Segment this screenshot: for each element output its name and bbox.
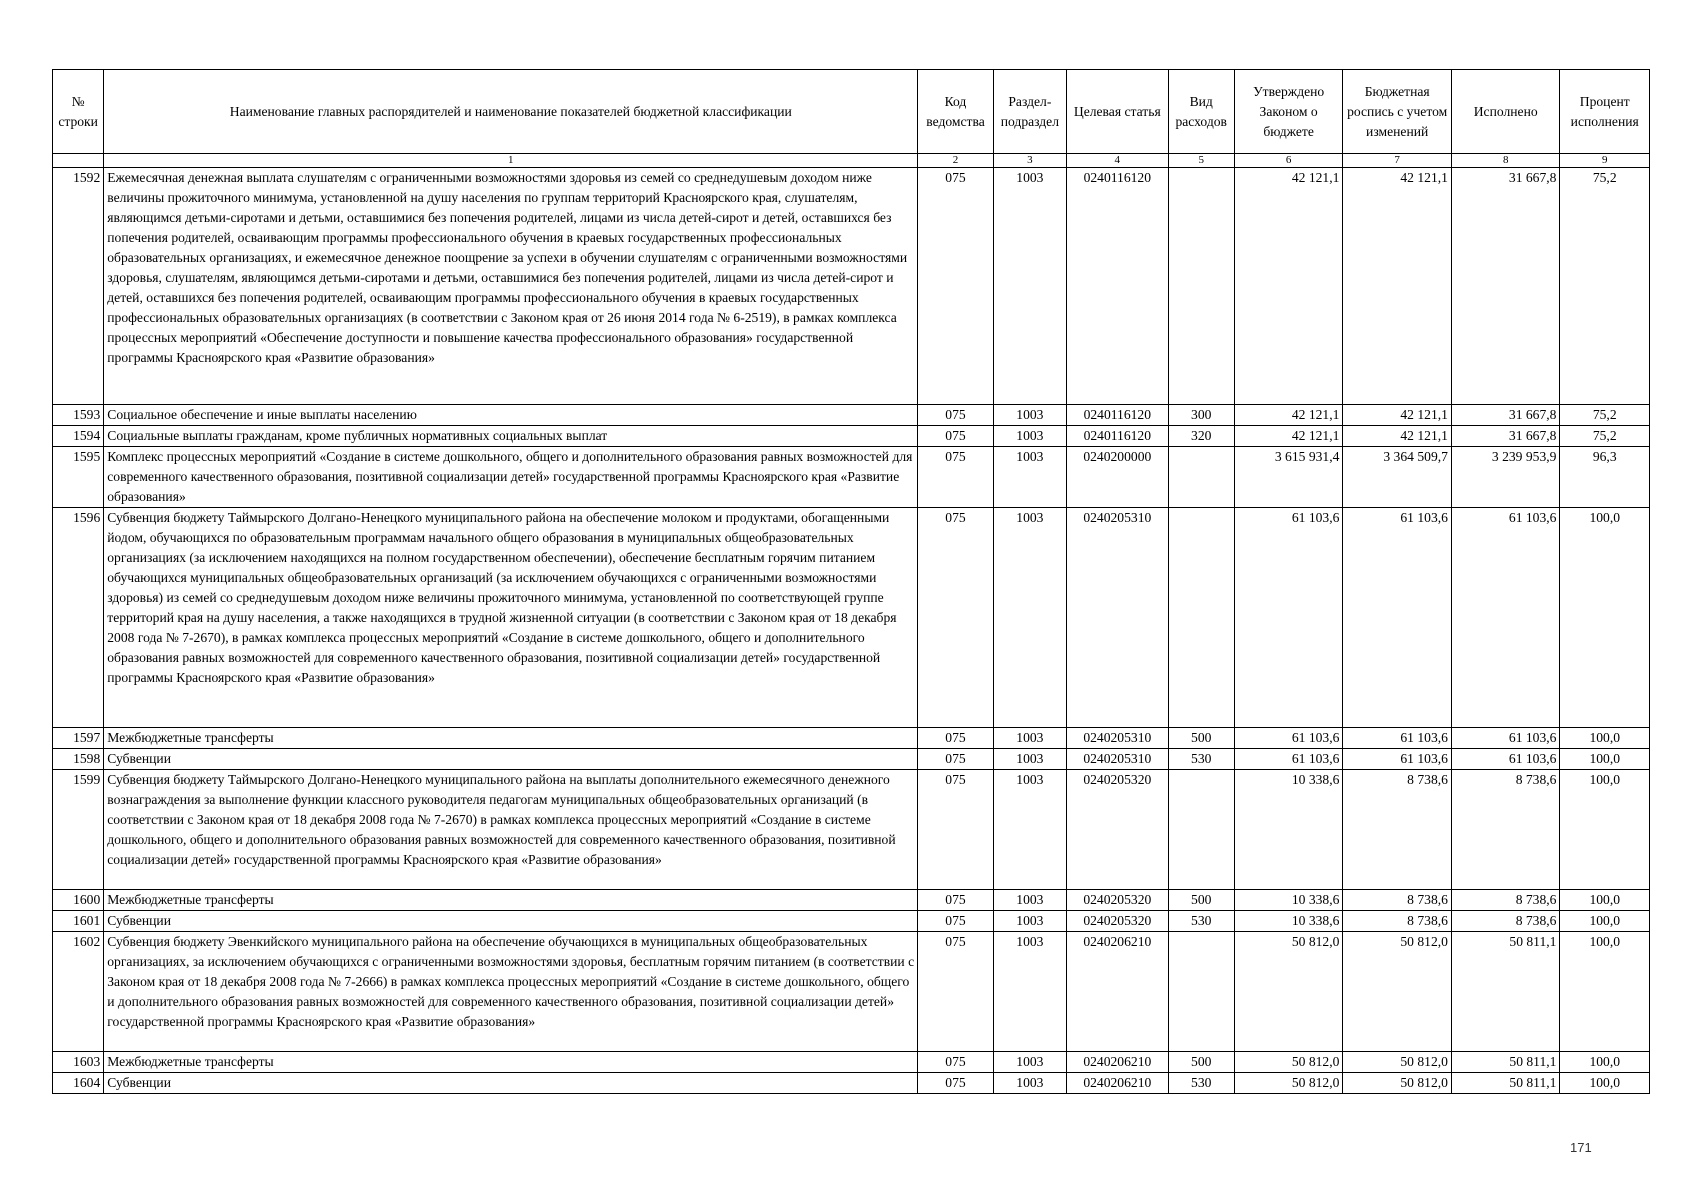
target-article-cell: 0240206210: [1067, 1073, 1169, 1094]
section-cell: 1003: [993, 447, 1066, 508]
expense-type-cell: 500: [1168, 728, 1234, 749]
execution-percent-cell: 100,0: [1560, 749, 1650, 770]
row-number-cell: 1593: [53, 405, 104, 426]
target-article-cell: 0240200000: [1067, 447, 1169, 508]
indicator-name-cell: Субвенция бюджету Таймырского Долгано-Ненецкого муниципального района на выплаты дополнительного ежемесячного денежного вознаграждения за выполнение функции классного руководителя педагогам муниципальных общеобразовательных организаций (в соответствии с Законом края от 18 декабря 2008 года № 7-2670) в рамках комплекса процессных мероприятий «Создание в системе дошкольного, общего и дополнительного образования равных возможностей для современного качественного образования, позитивной социализации детей» государственной программы Красноярского края «Развитие образования»: [104, 770, 918, 890]
target-article-cell: 0240205320: [1067, 911, 1169, 932]
budget-schedule-cell: 50 812,0: [1343, 1073, 1452, 1094]
table-row: [53, 890, 1650, 911]
executed-amount-cell: 8 738,6: [1451, 890, 1560, 911]
indicator-name-cell: Межбюджетные трансферты: [104, 728, 918, 749]
expense-type-cell: 300: [1168, 405, 1234, 426]
target-article-cell: 0240206210: [1067, 932, 1169, 1052]
row-number-cell: 1599: [53, 770, 104, 890]
executed-amount-cell: 8 738,6: [1451, 911, 1560, 932]
budget-schedule-cell: 8 738,6: [1343, 770, 1452, 890]
department-code-cell: 075: [918, 405, 993, 426]
row-number-cell: 1595: [53, 447, 104, 508]
executed-amount-cell: 50 811,1: [1451, 1073, 1560, 1094]
execution-percent-cell: 75,2: [1560, 405, 1650, 426]
section-cell: 1003: [993, 168, 1066, 405]
expense-type-cell: [1168, 447, 1234, 508]
column-number: 6: [1234, 154, 1343, 168]
table-row: [53, 1073, 1650, 1094]
column-number: 2: [918, 154, 993, 168]
approved-amount-cell: 61 103,6: [1234, 749, 1343, 770]
expense-type-cell: 500: [1168, 1052, 1234, 1073]
header-target-article: Целевая статья: [1067, 70, 1169, 154]
column-number: 8: [1451, 154, 1560, 168]
department-code-cell: 075: [918, 890, 993, 911]
page-number: 171: [1570, 1140, 1592, 1155]
expense-type-cell: [1168, 932, 1234, 1052]
column-number-blank: [53, 154, 104, 168]
department-code-cell: 075: [918, 168, 993, 405]
indicator-name-cell: Субвенция бюджету Таймырского Долгано-Ненецкого муниципального района на обеспечение молоком и продуктами, обогащенными йодом, обучающихся по образовательным программам начального общего образования в муниципальных общеобразовательных организациях (за исключением находящихся на полном государственном обеспечении), обеспечение бесплатным горячим питанием обучающихся муниципальных общеобразовательных организаций (за исключением обучающихся с ограниченными возможностями здоровья) из семей со среднедушевым доходом ниже величины прожиточного минимума, установленной по соответствующей группе территорий края на душу населения, а также находящихся в трудной жизненной ситуации (в соответствии с Законом края от 18 декабря 2008 года № 7-2670), в рамках комплекса процессных мероприятий «Создание в системе дошкольного, общего и дополнительного образования равных возможностей для современного качественного образования, позитивной социализации детей» государственной программы Красноярского края «Развитие образования»: [104, 508, 918, 728]
executed-amount-cell: 3 239 953,9: [1451, 447, 1560, 508]
approved-amount-cell: 42 121,1: [1234, 426, 1343, 447]
approved-amount-cell: 42 121,1: [1234, 405, 1343, 426]
target-article-cell: 0240205320: [1067, 890, 1169, 911]
execution-percent-cell: 75,2: [1560, 168, 1650, 405]
target-article-cell: 0240116120: [1067, 168, 1169, 405]
table-row: [53, 168, 1650, 405]
budget-schedule-cell: 8 738,6: [1343, 911, 1452, 932]
budget-schedule-cell: 61 103,6: [1343, 749, 1452, 770]
expense-type-cell: [1168, 168, 1234, 405]
row-number-cell: 1602: [53, 932, 104, 1052]
expense-type-cell: 530: [1168, 1073, 1234, 1094]
department-code-cell: 075: [918, 1073, 993, 1094]
department-code-cell: 075: [918, 508, 993, 728]
target-article-cell: 0240205310: [1067, 728, 1169, 749]
executed-amount-cell: 61 103,6: [1451, 749, 1560, 770]
execution-percent-cell: 100,0: [1560, 1073, 1650, 1094]
indicator-name-cell: Межбюджетные трансферты: [104, 890, 918, 911]
indicator-name-cell: Социальное обеспечение и иные выплаты населению: [104, 405, 918, 426]
department-code-cell: 075: [918, 426, 993, 447]
approved-amount-cell: 50 812,0: [1234, 932, 1343, 1052]
approved-amount-cell: 3 615 931,4: [1234, 447, 1343, 508]
row-number-cell: 1604: [53, 1073, 104, 1094]
section-cell: 1003: [993, 1073, 1066, 1094]
approved-amount-cell: 10 338,6: [1234, 911, 1343, 932]
executed-amount-cell: 61 103,6: [1451, 508, 1560, 728]
indicator-name-cell: Субвенции: [104, 1073, 918, 1094]
executed-amount-cell: 50 811,1: [1451, 1052, 1560, 1073]
budget-schedule-cell: 42 121,1: [1343, 405, 1452, 426]
row-number-cell: 1598: [53, 749, 104, 770]
header-department-code: Код ведомства: [918, 70, 993, 154]
budget-schedule-cell: 50 812,0: [1343, 1052, 1452, 1073]
header-name: Наименование главных распорядителей и наименование показателей бюджетной классификации: [104, 70, 918, 154]
department-code-cell: 075: [918, 447, 993, 508]
target-article-cell: 0240205310: [1067, 508, 1169, 728]
budget-schedule-cell: 42 121,1: [1343, 426, 1452, 447]
section-cell: 1003: [993, 728, 1066, 749]
section-cell: 1003: [993, 1052, 1066, 1073]
column-number: 7: [1343, 154, 1452, 168]
header-budget-schedule: Бюджетная роспись с учетом изменений: [1343, 70, 1452, 154]
column-number: 5: [1168, 154, 1234, 168]
header-percent: Процент исполнения: [1560, 70, 1650, 154]
table-row: [53, 932, 1650, 1052]
table-row: [53, 749, 1650, 770]
table-row: [53, 405, 1650, 426]
expense-type-cell: 500: [1168, 890, 1234, 911]
indicator-name-cell: Субвенции: [104, 911, 918, 932]
budget-schedule-cell: 61 103,6: [1343, 728, 1452, 749]
indicator-name-cell: Ежемесячная денежная выплата слушателям с ограниченными возможностями здоровья из семей со среднедушевым доходом ниже величины прожиточного минимума, установленной на душу населения по группам территорий Красноярского края, слушателям, являющимся детьми-сиротами и детьми, оставшимися без попечения родителей, лицами из числа детей-сирот и детей, оставшихся без попечения родителей, осваивающим программы профессионального обучения в краевых государственных профессиональных образовательных организациях, и ежемесячное денежное поощрение за успехи в обучении слушателям с ограниченными возможностями здоровья, слушателям, являющимся детьми-сиротами и детьми, оставшимися без попечения родителей, лицами из числа детей-сирот и детей, оставшихся без попечения родителей, осваивающим программы профессионального обучения в краевых государственных профессиональных образовательных организациях (в соответствии с Законом края от 26 июня 2014 года № 6-2519), в рамках комплекса процессных мероприятий «Обеспечение доступности и повышение качества профессионального образования» государственной программы Красноярского края «Развитие образования»: [104, 168, 918, 405]
budget-schedule-cell: 42 121,1: [1343, 168, 1452, 405]
row-number-cell: 1594: [53, 426, 104, 447]
department-code-cell: 075: [918, 911, 993, 932]
column-number: 3: [993, 154, 1066, 168]
department-code-cell: 075: [918, 749, 993, 770]
indicator-name-cell: Межбюджетные трансферты: [104, 1052, 918, 1073]
header-expense-type: Вид расходов: [1168, 70, 1234, 154]
section-cell: 1003: [993, 749, 1066, 770]
approved-amount-cell: 50 812,0: [1234, 1052, 1343, 1073]
section-cell: 1003: [993, 426, 1066, 447]
section-cell: 1003: [993, 405, 1066, 426]
table-row: [53, 426, 1650, 447]
execution-percent-cell: 96,3: [1560, 447, 1650, 508]
executed-amount-cell: 31 667,8: [1451, 405, 1560, 426]
indicator-name-cell: Субвенции: [104, 749, 918, 770]
column-number: 1: [104, 154, 918, 168]
section-cell: 1003: [993, 890, 1066, 911]
execution-percent-cell: 100,0: [1560, 728, 1650, 749]
header-section: Раздел-подраздел: [993, 70, 1066, 154]
budget-schedule-cell: 8 738,6: [1343, 890, 1452, 911]
approved-amount-cell: 50 812,0: [1234, 1073, 1343, 1094]
department-code-cell: 075: [918, 932, 993, 1052]
execution-percent-cell: 100,0: [1560, 770, 1650, 890]
execution-percent-cell: 100,0: [1560, 1052, 1650, 1073]
executed-amount-cell: 31 667,8: [1451, 168, 1560, 405]
execution-percent-cell: 100,0: [1560, 911, 1650, 932]
row-number-cell: 1603: [53, 1052, 104, 1073]
table-row: [53, 1052, 1650, 1073]
table-row: [53, 911, 1650, 932]
row-number-cell: 1597: [53, 728, 104, 749]
approved-amount-cell: 61 103,6: [1234, 728, 1343, 749]
section-cell: 1003: [993, 911, 1066, 932]
budget-schedule-cell: 3 364 509,7: [1343, 447, 1452, 508]
header-row: [53, 70, 1650, 154]
target-article-cell: 0240206210: [1067, 1052, 1169, 1073]
header-approved: Утверждено Законом о бюджете: [1234, 70, 1343, 154]
indicator-name-cell: Социальные выплаты гражданам, кроме публичных нормативных социальных выплат: [104, 426, 918, 447]
column-number: 9: [1560, 154, 1650, 168]
header-executed: Исполнено: [1451, 70, 1560, 154]
expense-type-cell: [1168, 770, 1234, 890]
department-code-cell: 075: [918, 770, 993, 890]
table-row: [53, 447, 1650, 508]
execution-percent-cell: 100,0: [1560, 508, 1650, 728]
section-cell: 1003: [993, 770, 1066, 890]
approved-amount-cell: 61 103,6: [1234, 508, 1343, 728]
approved-amount-cell: 10 338,6: [1234, 770, 1343, 890]
column-numbering-row: [53, 154, 1650, 168]
row-number-cell: 1596: [53, 508, 104, 728]
row-number-cell: 1592: [53, 168, 104, 405]
indicator-name-cell: Субвенция бюджету Эвенкийского муниципального района на обеспечение обучающихся в муниципальных общеобразовательных организациях, за исключением обучающихся с ограниченными возможностями здоровья, бесплатным горячим питанием (в соответствии с Законом края от 18 декабря 2008 года № 7-2666) в рамках комплекса процессных мероприятий «Создание в системе дошкольного, общего и дополнительного образования равных возможностей для современного качественного образования, позитивной социализации детей» государственной программы Красноярского края «Развитие образования»: [104, 932, 918, 1052]
indicator-name-cell: Комплекс процессных мероприятий «Создание в системе дошкольного, общего и дополнительного образования равных возможностей для современного качественного образования, позитивной социализации детей» государственной программы Красноярского края «Развитие образования»: [104, 447, 918, 508]
executed-amount-cell: 50 811,1: [1451, 932, 1560, 1052]
target-article-cell: 0240205310: [1067, 749, 1169, 770]
execution-percent-cell: 100,0: [1560, 890, 1650, 911]
expense-type-cell: 530: [1168, 911, 1234, 932]
budget-schedule-cell: 61 103,6: [1343, 508, 1452, 728]
budget-table: [52, 69, 1650, 1094]
approved-amount-cell: 42 121,1: [1234, 168, 1343, 405]
execution-percent-cell: 100,0: [1560, 932, 1650, 1052]
target-article-cell: 0240116120: [1067, 426, 1169, 447]
execution-percent-cell: 75,2: [1560, 426, 1650, 447]
expense-type-cell: [1168, 508, 1234, 728]
table-body: [53, 168, 1650, 1094]
header-row-number: № строки: [53, 70, 104, 154]
row-number-cell: 1600: [53, 890, 104, 911]
budget-schedule-cell: 50 812,0: [1343, 932, 1452, 1052]
section-cell: 1003: [993, 508, 1066, 728]
table-row: [53, 770, 1650, 890]
executed-amount-cell: 8 738,6: [1451, 770, 1560, 890]
expense-type-cell: 320: [1168, 426, 1234, 447]
section-cell: 1003: [993, 932, 1066, 1052]
department-code-cell: 075: [918, 728, 993, 749]
target-article-cell: 0240116120: [1067, 405, 1169, 426]
row-number-cell: 1601: [53, 911, 104, 932]
table-row: [53, 728, 1650, 749]
department-code-cell: 075: [918, 1052, 993, 1073]
column-number: 4: [1067, 154, 1169, 168]
approved-amount-cell: 10 338,6: [1234, 890, 1343, 911]
target-article-cell: 0240205320: [1067, 770, 1169, 890]
table-row: [53, 508, 1650, 728]
expense-type-cell: 530: [1168, 749, 1234, 770]
executed-amount-cell: 61 103,6: [1451, 728, 1560, 749]
executed-amount-cell: 31 667,8: [1451, 426, 1560, 447]
